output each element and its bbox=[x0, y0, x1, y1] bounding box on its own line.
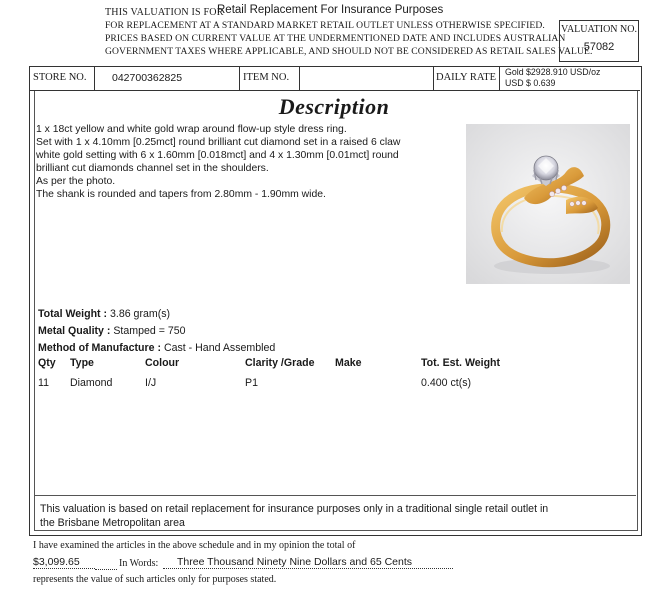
footer-divider bbox=[34, 495, 636, 496]
stone-clarity: P1 bbox=[245, 377, 258, 389]
description-line: white gold setting with 6 x 1.60mm [0.018mct] and 4 x 1.30mm [0.01mct] round bbox=[36, 150, 399, 161]
header-make: Make bbox=[335, 357, 362, 369]
store-label: STORE NO. bbox=[33, 72, 87, 83]
total-amount-row bbox=[33, 556, 453, 572]
stone-qty: 11 bbox=[38, 377, 49, 389]
header-colour: Colour bbox=[145, 357, 180, 369]
header-clarity: Clarity /Grade bbox=[245, 357, 315, 369]
metal-quality-row bbox=[38, 325, 186, 337]
manufacture-label: Method of Manufacture : bbox=[38, 342, 161, 354]
stone-weight: 0.400 ct(s) bbox=[421, 377, 472, 389]
in-words-label: In Words: bbox=[119, 558, 159, 569]
description-line: The shank is rounded and tapers from 2.80mm - 1.90mm wide. bbox=[36, 189, 326, 200]
item-label-cell bbox=[239, 66, 300, 90]
daily-rate-label-cell bbox=[433, 66, 500, 90]
daily-rate-label: DAILY RATE bbox=[436, 72, 497, 83]
info-row bbox=[29, 66, 640, 91]
total-amount: $3,099.65 bbox=[33, 556, 95, 569]
header-weight: Tot. Est. Weight bbox=[421, 357, 501, 369]
certification-line-3: represents the value of such articles only for purposes stated. bbox=[33, 574, 277, 585]
valuation-number-box bbox=[559, 20, 639, 62]
manufacture-value: Cast - Hand Assembled bbox=[163, 342, 276, 354]
ring-photo bbox=[466, 124, 630, 284]
gold-rate: Gold $2928.910 USD/oz bbox=[505, 67, 601, 77]
footer-note-line-1: This valuation is based on retail replacement for insurance purposes only in a traditional single retail outlet in bbox=[40, 503, 549, 515]
footer-note-line-2: the Brisbane Metropolitan area bbox=[40, 517, 185, 529]
valuation-purpose: Retail Replacement For Insurance Purposes bbox=[217, 4, 444, 16]
stone-colour: I/J bbox=[145, 377, 157, 389]
metal-quality-label: Metal Quality : bbox=[38, 325, 111, 337]
valuation-number: 57082 bbox=[583, 41, 615, 53]
description-line: 1 x 18ct yellow and white gold wrap around flow-up style dress ring. bbox=[36, 124, 347, 135]
manufacture-row bbox=[38, 342, 275, 354]
total-weight-label: Total Weight : bbox=[38, 308, 108, 320]
certification-line-1: I have examined the articles in the above schedule and in my opinion the total of bbox=[33, 540, 356, 551]
store-label-cell bbox=[29, 66, 95, 90]
header-line-3: GOVERNMENT TAXES WHERE APPLICABLE, AND SHOULD NOT BE CONSIDERED AS RETAIL SALES VALUE. bbox=[105, 46, 593, 57]
description-title: Description bbox=[278, 94, 390, 119]
header-line-1: FOR REPLACEMENT AT A STANDARD MARKET RETAIL OUTLET UNLESS OTHERWISE SPECIFIED. bbox=[105, 20, 545, 31]
description-line: Set with 1 x 4.10mm [0.25mct] round brilliant cut diamond set in a raised 6 claw bbox=[36, 137, 401, 148]
description-line: brilliant cut diamonds channel set in the shoulders. bbox=[36, 163, 269, 174]
valuation-number-label: VALUATION NO. bbox=[561, 24, 637, 35]
header-line-2: PRICES BASED ON CURRENT VALUE AT THE UNDERMENTIONED DATE AND INCLUDES AUSTRALIAN bbox=[105, 33, 566, 44]
header-qty: Qty bbox=[38, 357, 56, 369]
store-value-cell bbox=[94, 66, 240, 90]
description-line: As per the photo. bbox=[36, 176, 116, 187]
stone-type: Diamond bbox=[70, 377, 113, 389]
purpose-prefix: THIS VALUATION IS FOR bbox=[105, 7, 224, 18]
total-weight-row bbox=[38, 308, 170, 320]
item-value-cell bbox=[299, 66, 434, 90]
header-type: Type bbox=[70, 357, 94, 369]
item-label: ITEM NO. bbox=[243, 72, 290, 83]
usd-rate: USD $ 0.639 bbox=[505, 78, 556, 88]
amount-dots bbox=[95, 556, 117, 570]
amount-in-words: Three Thousand Ninety Nine Dollars and 65 Cents bbox=[163, 556, 453, 569]
metal-quality-value: Stamped = 750 bbox=[113, 325, 186, 337]
store-number: 042700362825 bbox=[112, 72, 183, 84]
total-weight-value: 3.86 gram(s) bbox=[110, 308, 171, 320]
